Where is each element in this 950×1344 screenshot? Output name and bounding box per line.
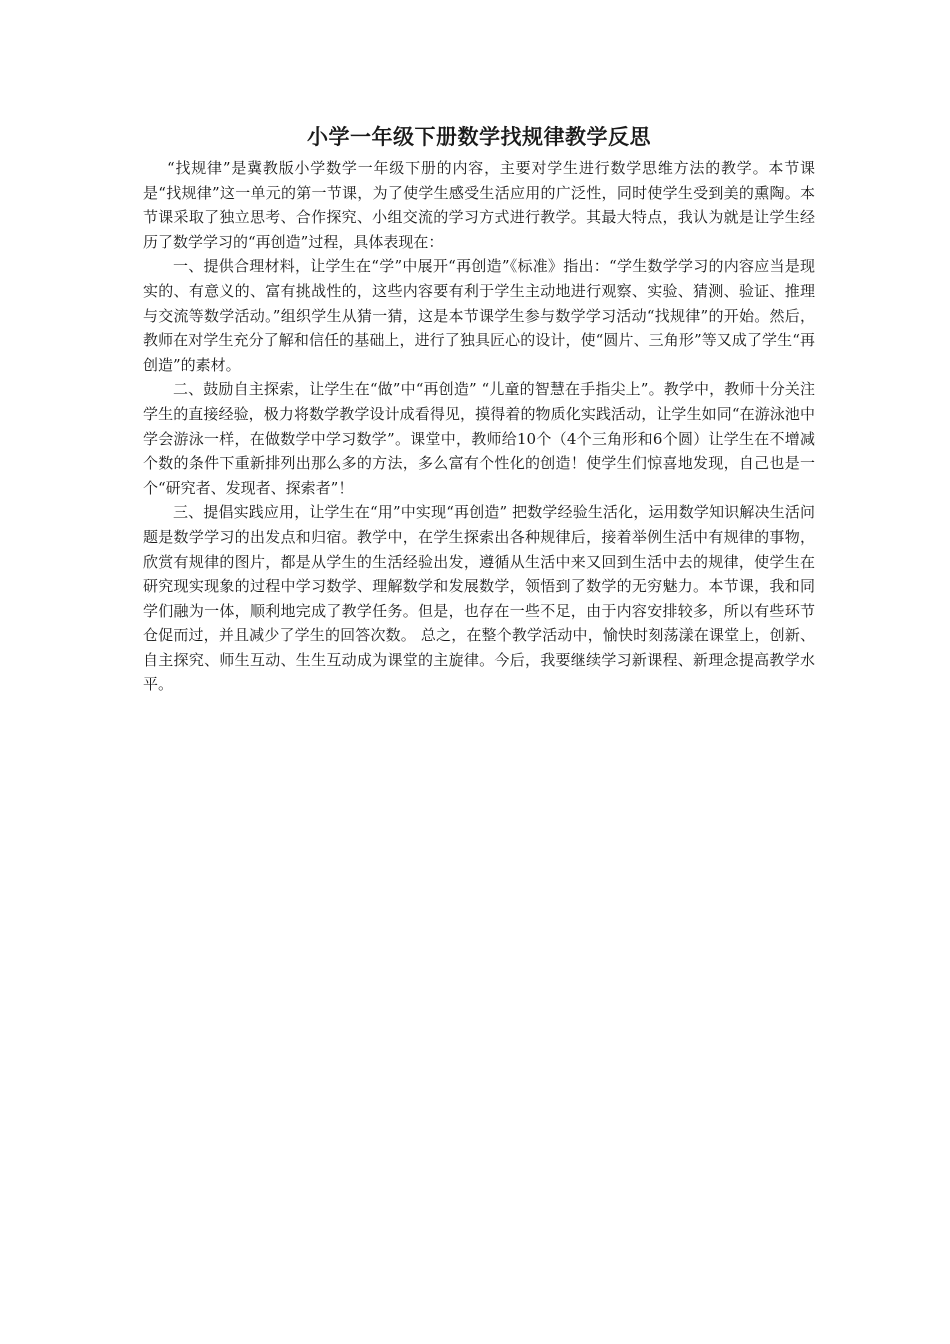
section-two-paragraph: 二、鼓励自主探索，让学生在“做”中“再创造” “儿童的智慧在手指尖上”。教学中，教师十分关注学生的直接经验，极力将数学教学设计成看得见，摸得着的物质化实践活动，让学生如同“在游泳池中学会游泳一样，在做数学中学习数学”。课堂中，教师给10个（4个三角形和6个圆）让学生在不增减个数的条件下重新排列出那么多的方法，多么富有个性化的创造！使学生们惊喜地发现，自己也是一个“研究者、发现者、探索者”！ [143, 380, 815, 497]
section-one-paragraph: 一、提供合理材料，让学生在“学”中展开“再创造”《标准》指出：“学生数学学习的内容应当是现实的、有意义的、富有挑战性的，这些内容要有利于学生主动地进行观察、实验、猜测、验证、推理与交流等数学活动。”组织学生从猜一猜，这是本节课学生参与数学学习活动“找规律”的开始。然后，教师在对学生充分了解和信任的基础上，进行了独具匠心的设计，使“圆片、三角形”等又成了学生“再创造”的素材。 [143, 257, 815, 374]
document-title: 小学一年级下册数学找规律教学反思 [307, 125, 651, 149]
intro-paragraph: “找规律”是冀教版小学数学一年级下册的内容，主要对学生进行数学思维方法的教学。本节课是“找规律”这一单元的第一节课，为了使学生感受生活应用的广泛性，同时使学生受到美的熏陶。本节课采取了独立思考、合作探究、小组交流的学习方式进行教学。其最大特点，我认为就是让学生经历了数学学习的“再创造”过程，具体表现在： [143, 159, 815, 251]
section-three-paragraph: 三、提倡实践应用，让学生在“用”中实现“再创造” 把数学经验生活化，运用数学知识解决生活问题是数学学习的出发点和归宿。教学中，在学生探索出各种规律后，接着举例生活中有规律的事物，欣赏有规律的图片，都是从学生的生活经验出发，遵循从生活中来又回到生活中去的规律，使学生在研究现实现象的过程中学习数学、理解数学和发展数学，领悟到了数学的无穷魅力。本节课，我和同学们融为一体，顺利地完成了教学任务。但是，也存在一些不足，由于内容安排较多，所以有些环节仓促而过，并且减少了学生的回答次数。 总之，在整个教学活动中，愉快时刻荡漾在课堂上，创新、自主探究、师生互动、生生互动成为课堂的主旋律。今后，我要继续学习新课程、新理念提高教学水平。 [143, 503, 815, 694]
document-page [143, 120, 815, 697]
